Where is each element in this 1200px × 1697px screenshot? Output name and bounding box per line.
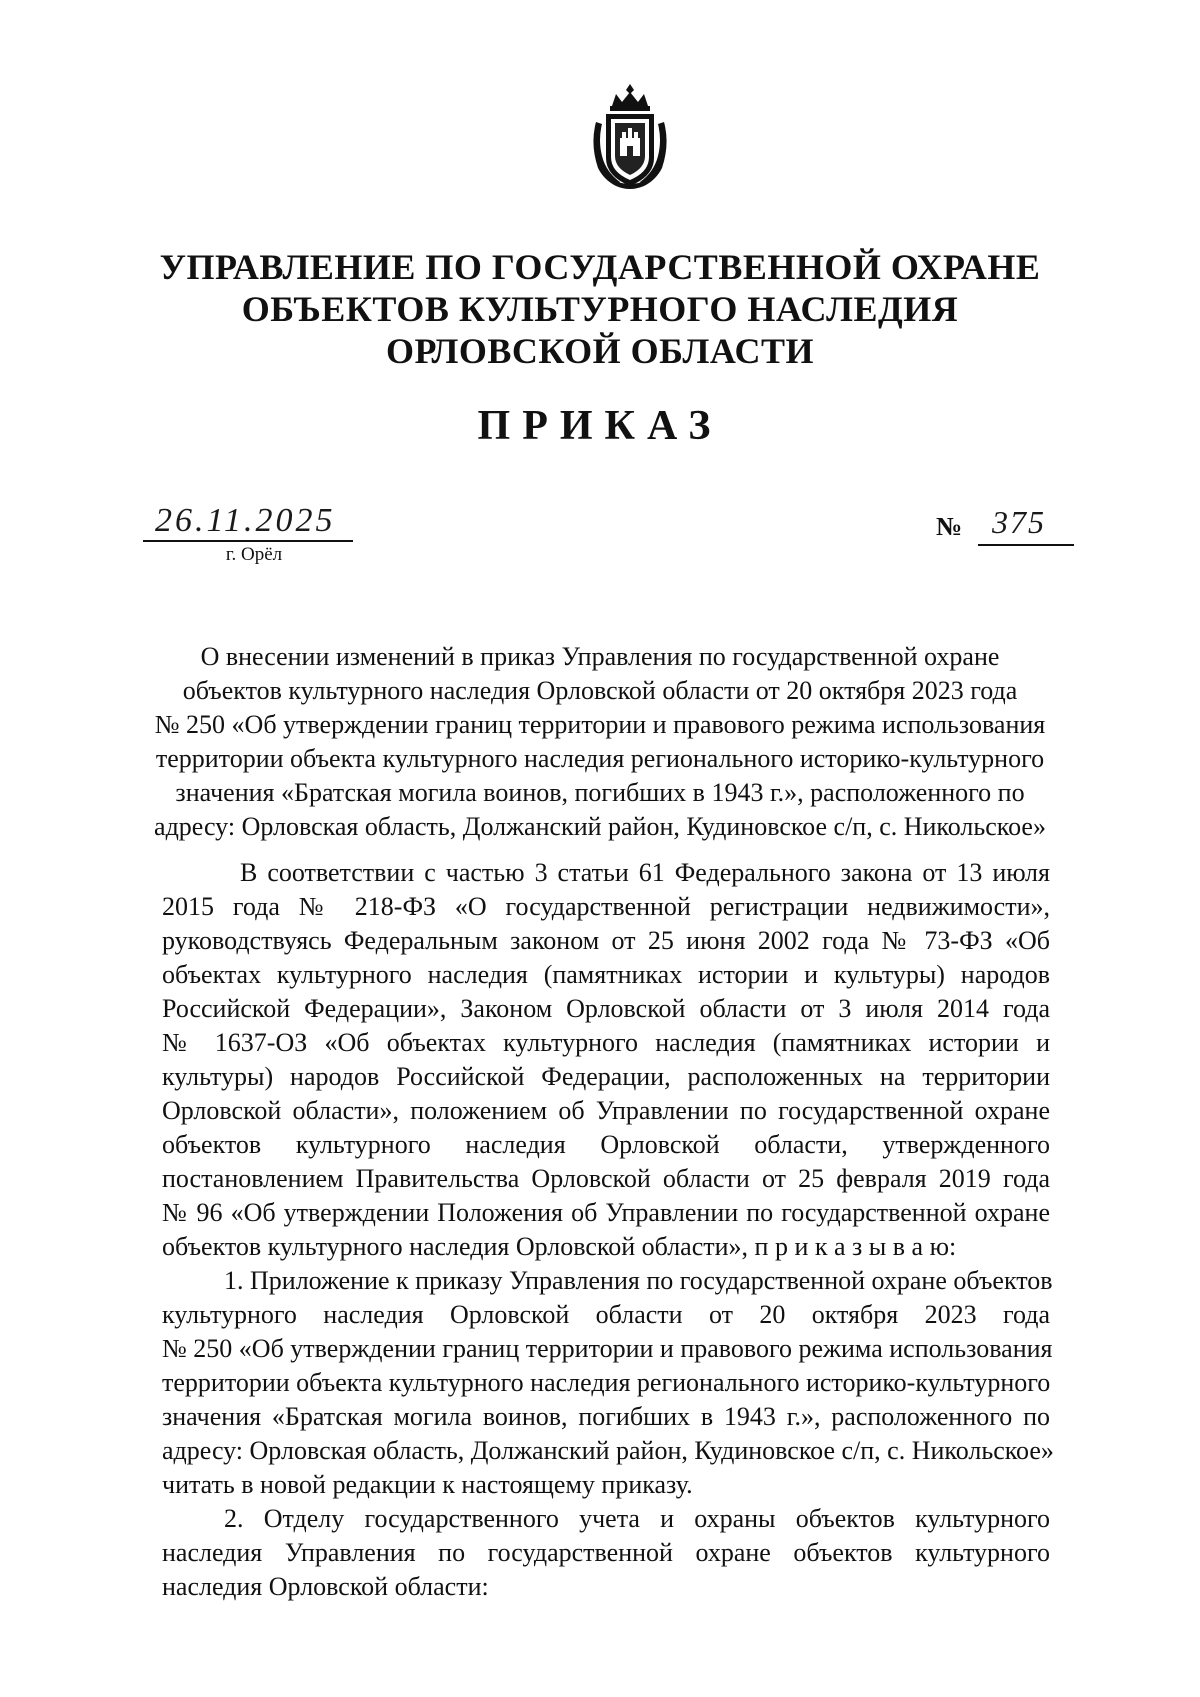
clause-1-line: культурного наследия Орловской области от 20 октября 2023 года bbox=[162, 1300, 1050, 1329]
subject-line: адресу: Орловская область, Должанский район, Кудиновское с/п, с. Никольское» bbox=[154, 812, 1046, 841]
order-body bbox=[162, 856, 1054, 1604]
handwritten-date: 26.11.2025 bbox=[143, 502, 353, 542]
body-line: Российской Федерации», Законом Орловской области от 3 июля 2014 года bbox=[162, 994, 1050, 1023]
body-line: № 1637-ОЗ «Об объектах культурного наследия (памятниках истории и bbox=[162, 1028, 1050, 1057]
agency-line: ОРЛОВСКОЙ ОБЛАСТИ bbox=[385, 331, 815, 371]
coat-of-arms-emblem bbox=[586, 82, 674, 194]
agency-line: УПРАВЛЕНИЕ ПО ГОСУДАРСТВЕННОЙ ОХРАНЕ bbox=[159, 247, 1041, 287]
body-line: В соответствии с частью 3 статьи 61 Федерального закона от 13 июля bbox=[240, 858, 1050, 887]
number-sign: № bbox=[936, 512, 963, 541]
body-line: № 96 «Об утверждении Положения об Управлении по государственной охране bbox=[162, 1198, 1050, 1227]
handwritten-number: 375 bbox=[992, 504, 1046, 540]
clause-1-line: читать в новой редакции к настоящему приказу. bbox=[162, 1470, 693, 1499]
body-line: 2015 года № 218-ФЗ «О государственной регистрации недвижимости», bbox=[162, 892, 1050, 921]
clause-1-line: территории объекта культурного наследия регионального историко-культурного bbox=[162, 1368, 1051, 1397]
clause-2-line: наследия Управления по государственной охране объектов культурного bbox=[162, 1538, 1050, 1567]
body-line: руководствуясь Федеральным законом от 25 июня 2002 года № 73-ФЗ «Об bbox=[162, 926, 1050, 955]
agency-name bbox=[150, 246, 1050, 372]
body-line: объектах культурного наследия (памятниках истории и культуры) народов bbox=[162, 960, 1050, 989]
date-block bbox=[143, 502, 353, 566]
coat-of-arms-icon bbox=[586, 82, 674, 194]
clause-2-line: наследия Орловской области: bbox=[162, 1572, 489, 1601]
number-underline bbox=[978, 544, 1074, 546]
body-line: культуры) народов Российской Федерации, расположенных на территории bbox=[162, 1062, 1050, 1091]
body-line: постановлением Правительства Орловской области от 25 февраля 2019 года bbox=[162, 1164, 1050, 1193]
clause-1-line: 1. Приложение к приказу Управления по государственной охране объектов bbox=[224, 1266, 1053, 1295]
body-line: объектов культурного наследия Орловской области», п р и к а з ы в а ю: bbox=[162, 1232, 957, 1261]
subject-line: № 250 «Об утверждении границ территории и правового режима использования bbox=[154, 710, 1046, 739]
clause-1-line: адресу: Орловская область, Должанский район, Кудиновское с/п, с. Никольское» bbox=[162, 1436, 1054, 1465]
body-line: Орловской области», положением об Управлении по государственной охране bbox=[162, 1096, 1050, 1125]
city-label: г. Орёл bbox=[225, 544, 283, 565]
subject-line: объектов культурного наследия Орловской области от 20 октября 2023 года bbox=[182, 676, 1018, 705]
clause-1-line: № 250 «Об утверждении границ территории и правового режима использования bbox=[162, 1334, 1053, 1363]
subject-line: значения «Братская могила воинов, погибших в 1943 г.», расположенного по bbox=[175, 778, 1025, 807]
clause-1-line: значения «Братская могила воинов, погибших в 1943 г.», расположенного по bbox=[162, 1402, 1050, 1431]
subject-line: территории объекта культурного наследия регионального историко-культурного bbox=[155, 744, 1045, 773]
order-subject bbox=[150, 640, 1050, 844]
document-type-title: ПРИКАЗ bbox=[477, 403, 723, 449]
order-number-block bbox=[936, 504, 1076, 548]
body-line: объектов культурного наследия Орловской области, утвержденного bbox=[162, 1130, 1050, 1159]
clause-2-line: 2. Отделу государственного учета и охраны объектов культурного bbox=[224, 1504, 1050, 1533]
subject-line: О внесении изменений в приказ Управления по государственной охране bbox=[200, 642, 1000, 671]
agency-line: ОБЪЕКТОВ КУЛЬТУРНОГО НАСЛЕДИЯ bbox=[241, 289, 959, 329]
